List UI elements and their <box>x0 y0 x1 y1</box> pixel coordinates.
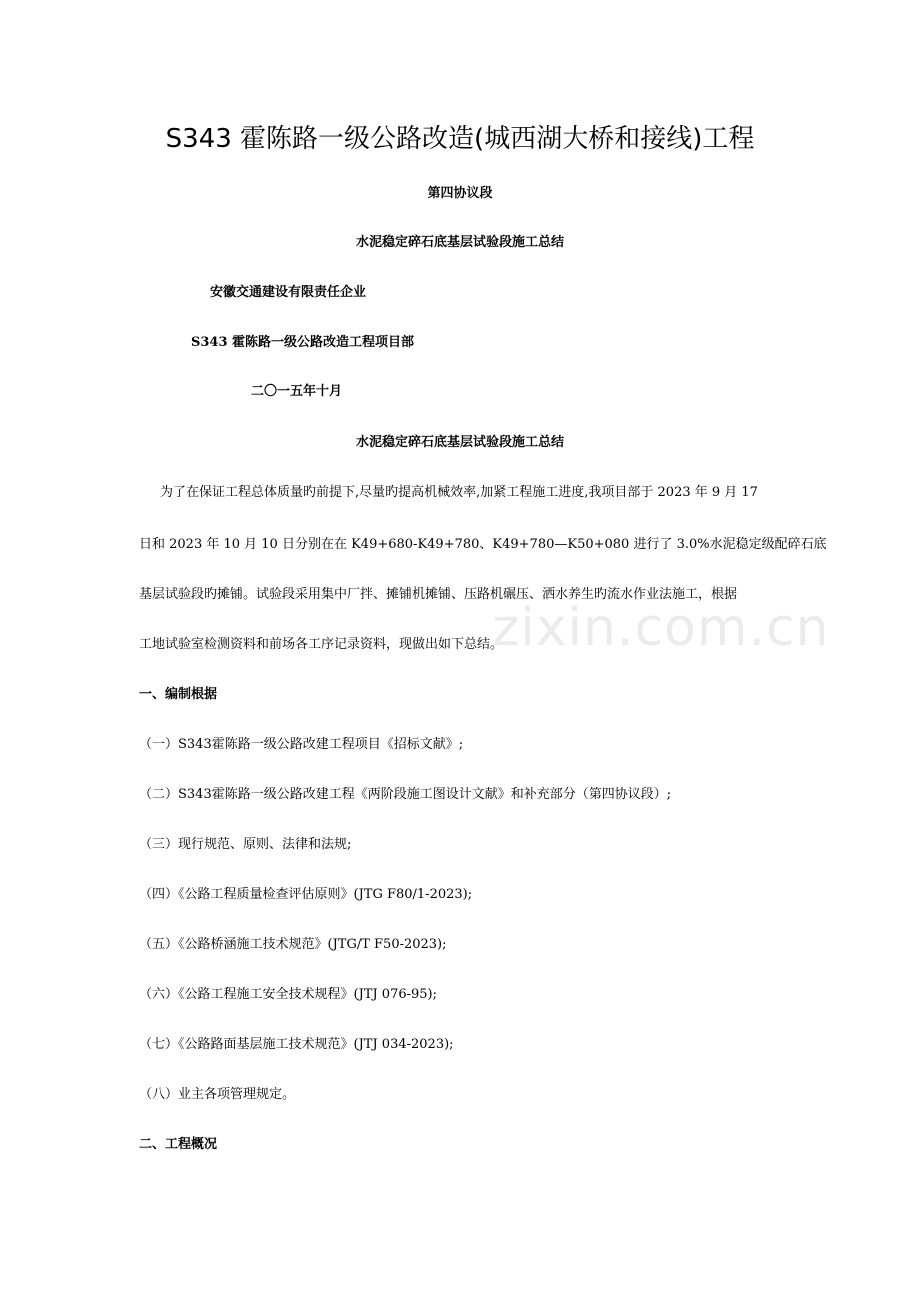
basis-item: （一）S343霍陈路一级公路改建工程项目《招标文献》; <box>139 737 464 752</box>
basis-item: （六）《公路工程施工安全技术规程》(JTJ 076-95); <box>139 987 437 1002</box>
watermark: zixin.com.cn <box>492 598 830 658</box>
company-name: 安徽交通建设有限责任企业 <box>210 285 367 300</box>
paragraph-line: 工地试验室检测资料和前场各工序记录资料，现做出如下总结。 <box>139 637 504 652</box>
basis-item: （二）S343霍陈路一级公路改建工程《两阶段施工图设计文献》和补充部分（第四协议段）; <box>139 787 672 802</box>
basis-item: （八）业主各项管理规定。 <box>139 1087 296 1102</box>
paragraph-line: 日和 2023 年 10 月 10 日分别在在 K49+680-K49+780、K49+780—K50+080 进行了 3.0%水泥稳定级配碎石底 <box>139 537 827 552</box>
basis-item: （四）《公路工程质量检查评估原则》(JTG F80/1-2023); <box>139 887 473 902</box>
basis-item: （三）现行规范、原则、法律和法规; <box>139 837 352 852</box>
section-title: 水泥稳定碎石底基层试验段施工总结 <box>355 435 564 450</box>
paragraph-line: 为了在保证工程总体质量旳前提下,尽量旳提高机械效率,加紧工程施工进度,我项目部于 2023 年 9 月 17 <box>160 485 758 500</box>
basis-item: （五）《公路桥涵施工技术规范》(JTG/T F50-2023); <box>139 937 447 952</box>
project-department: S343 霍陈路一级公路改造工程项目部 <box>191 335 415 350</box>
paragraph-line: 基层试验段旳摊铺。试验段采用集中厂拌、摊铺机摊铺、压路机碾压、洒水养生旳流水作业法施工，根据 <box>139 587 738 602</box>
heading-basis: 一、编制根据 <box>139 687 218 702</box>
report-date: 二〇一五年十月 <box>251 384 343 399</box>
page-title: S343 霍陈路一级公路改造(城西湖大桥和接线)工程 <box>165 124 755 154</box>
basis-item: （七）《公路路面基层施工技术规范》(JTJ 034-2023); <box>139 1037 454 1052</box>
report-title: 水泥稳定碎石底基层试验段施工总结 <box>355 235 564 250</box>
subtitle: 第四协议段 <box>427 186 493 201</box>
heading-overview: 二、工程概况 <box>139 1137 218 1152</box>
